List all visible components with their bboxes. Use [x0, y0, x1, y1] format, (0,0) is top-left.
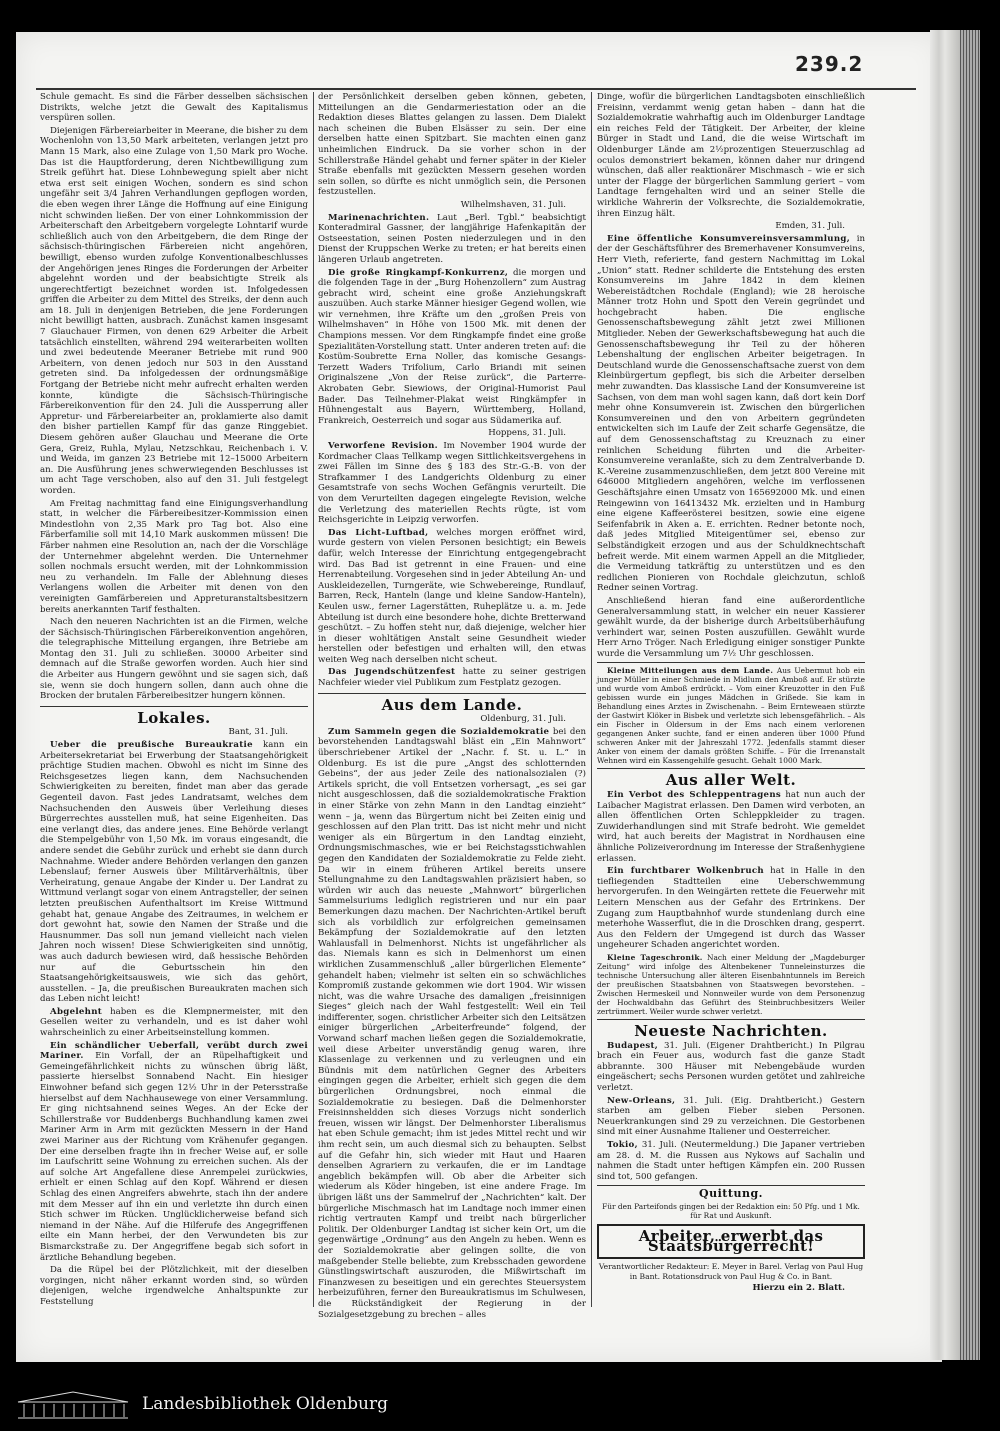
banner-box: [597, 1224, 865, 1259]
top-rule: [36, 88, 916, 90]
article-text: Aus Uebermut hob ein junger Müller in einer Schmiede in Midlum den Amboß auf. Er stürzte und wurde vom Amboß erdrückt. – Vom einer Kreuzotter in den Fuß gebissen wurde ein junges Mädchen in Grißede. Sie kam in Behandlung eines Arztes in Zwischenahn. – Beim Ernteweaen stürzte der Gastwirt Klöker in Bisbek und verletzte sich lebensgefährlich. – Als ein Fischer in Oldersum in der Ems nach einem verlorenen gegangenen Anker suchte, fand er einen anderen über 1000 Pfund schweren Anker mit der Jahreszahl 1772. Jedenfalls stammt dieser Anker von einem der damals größten Schiffe. – Für die Irrenanstalt Wehnen wird ein Kassengehilfe gesucht. Gehalt 1000 Mark.: [597, 666, 866, 766]
library-name: Landesbibliothek Oldenburg: [142, 1394, 389, 1414]
section-heading-aus-dem-lande: Aus dem Lande.: [381, 695, 523, 714]
article-text: bei den bevorstehenden Landtagswahl bläst ein „Ein Mahnwort“ überschriebener Artikel der „Nachr. f. St. u. L.“ in Oldenburg. Es ist die pure „Angst des schlotternden Gebeins“, der aus jeder Zeile des nationalsozialen (?) Artikels spricht, die voll Entsetzen vorhersagt, „es sei gar nicht ausgeschlossen, daß die sozialdemokratische Fraktion in einer Stärke von zehn Mann in den Landtag einzieht“ wenn – ja, wenn das Bürgertum nicht bei Zeiten einig und geschlossen auf den Plan tritt. Das ist nicht mehr und nicht weniger als ein Bürgertum in den Landtag einzieht, Ordnungsmischmasches, wie er bei Reichstagsstichwahlen gegen den Kandidaten der Sozialdemokratie zu Felde zieht. Da wir in einem früheren Artikel bereits unsere Stellungnahme zu den Landtagswahlen präzisiert haben, so würden wir auch das neueste „Mahnwort“ bürgerlichen Sammelsuriums lediglich registrieren und nur ein paar Bemerkungen dazu machen. Der Nachrichten-Artikel beruft sich als vorbildlich zur erfolgreichen gemeinsamen Bekämpfung der Sozialdemokratie auf den letzten Wahlausfall in Delmenhorst. Nichts ist ungefährlicher als das. Niemals kann es sich in Delmenhorst um einen wirklichen Zusammenschluß „aller bürgerlichen Elemente“ gehandelt haben; vielmehr ist selten ein so schwächliches Kompromiß zustande gekommen wie dort 1904. Wir wissen nicht, was die wahre Ursache des damaligen „freisinnigen Sieges“ gleich nach der Wahl festgestellt: Weil ein Teil indifferenter, sogen. christlicher Arbeiter sich den Leitsätzen einiger bürgerlichen „Arbeiterfreunde“ folgend, der Vorwand scharf machen ließen gegen die Sozialdemokratie, weil diese Arbeiter unverständig genug waren, ihre Klassenlage zu verkennen und zu verleugnen und ein Bündnis mit dem natürlichen Gegner des Arbeiters eingingen gegen die Arbeiter, erhielt sich gegen die dem bürgerlichen Ordnungsbrei, noch einmal die Sozialdemokratie zu besiegen. Daß die Delmenhorster Freisinnsheldden sich dieses Vorzugs nicht sonderlich freuen, wissen wir längst. Der Delmenhorster Liberalismus hat eben Schule gemacht; ihm ist jedes Mittel recht und wir ihm recht sein, um auch diesmal sich zu behaupten. Selbst auf die Gefahr hin, sich wieder mit Haut und Haaren denselben Agrariern zu verkaufen, die er im Landtage angeblich bekämpfen will. Ob aber die Arbeiter sich wiederum als Köder hingeben, ist eine andere Frage. Im übrigen läßt uns der Sammelruf der „Nachrichten“ kalt. Der bürgerliche Mischmasch hat im Landtage noch immer einen richtig vertrauten Kampf und treibt nach bürgerlicher Politik. Der Oldenburger Landtag ist sicher kein Ort, um die gegenwärtige „Ordnung“ aus den Angeln zu heben. Wenn es der Sozialdemokratie aber gelingen sollte, die von maßgebender Stelle beliebte, zum Krebsschaden gewordene Günstlingswirtschaft auszuroden, die Mißwirtschaft im Finanzwesen zu beseitigen und ein gerechtes Steuersystem herbeizuführen, ferner den Bureaukratismus im Schulwesen, die Rückständigkeit der Regierung in der Sozialgesetzgebung zu brechen – alles: [318, 726, 586, 1320]
article-text: in der der Geschäftsführer des Bremerhavener Konsumvereins, Herr Vieth, referierte, fand gestern Nachmittag im Lokal „Union“ statt. Redner schilderte die Entstehung des ersten Konsumvereins im Jahre 1842 in dem kleinen Webereistädtchen Rochdale (England); wie 28 heroische Männer trotz Hohn und Spott den Verein gegründet und hochgebracht haben. Die englische Genossenschaftsbewegung zählt jetzt zwei Millionen Mitglieder. Neben der Gewerkschaftsbewegung hat auch die Genossenschaftsbewegung ihr Teil zu der höheren Lebenshaltung der englischen Arbeiter beigetragen. In Deutschland wurde die Genossenschaftsache zuerst von dem Kleinbürgertum gepflegt, bis sich die Arbeiter derselben mehr zuwandten. Das klassische Land der Konsumvereine ist Sachsen, von dem man wohl sagen kann, daß dort kein Dorf mehr ohne Konsumverein ist. Zwischen den bürgerlichen Konsumvereinen und den von Arbeitern gegründeten entwickelten sich im Laufe der Zeit scharfe Gegensätze, die auf dem Genossenschaftstag zu Kreuznach zu einer reinlichen Scheidung führten und die Arbeiter-Konsumvereine veranlaßte, sich zu dem Zentralverbande D. K.-Vereine zusammenzuschließen, dem jetzt 800 Vereine mit 646000 Mitgliedern angehören, welche im verflossenen Geschäftsjahre einen Umsatz von 165692000 Mk. und einen Reingewinn von 16413432 Mk. erzielten und in Hamburg eine eigene Kaffeerösterei besitzen, sowie eine eigene Seifenfabrik in Aken a. E. errichten. Redner betonte noch, daß jedes Mitglied Miteigentümer sei, ebenso zur Selbständigkeit erzogen und aus der Schuldknechtschaft befreit werde. Mit einem warmen Appell an die Mitglieder, die Vermeidung tatkräftig zu unterstützen und es den redlichen Pionieren von Rochdale gleichzutun, schloß Redner seinen Vortrag.: [597, 233, 865, 594]
article-keyword: Budapest,: [607, 1040, 659, 1051]
article-keyword: Das Jugendschützenfest: [328, 667, 456, 678]
article-keyword: Ueber die preußische Bureaukratie: [50, 740, 253, 751]
column-2: [318, 92, 586, 1322]
section-rule: [40, 706, 308, 707]
dateline: Oldenburg, 31. Juli.: [480, 714, 566, 725]
section-rule: [597, 768, 865, 769]
article-text: 31. Juli. (Eigener Drahtbericht.) In Pilgrau brach ein Feuer aus, wodurch fast die ganze Stadt abbrannte. 300 Häuser mit Nebengebäude wurden eingeäschert; sechs Personen wurden getötet und zahlreiche verletzt.: [597, 1040, 865, 1093]
page-folio: 239.2: [795, 52, 864, 76]
article-text: Am Freitag nachmittag fand eine Einigungsverhandlung statt, in welcher die Färbereibesitzer-Kommission einen Mindestlohn von 2,35 Mark pro Tag bot. Also eine Färberfamilie soll mit 14,10 Mark auskommen müssen! Die Färber nahmen eine Resolution an, nach der die Vorschläge der Unternehmer abgelehnt werden. Die Unternehmer sollen nochmals ersucht werden, mit der Lohnkommission neu zu verhandeln. Im Falle der Ablehnung dieses Verlangens wollen die Arbeiter mit denen von den vereinigten Gamfärbereien und Appreturanstaltsbesitzern bereits anerkannten Tarif festhalten.: [40, 498, 308, 615]
imprint: Verantwortlicher Redakteur: E. Meyer in Barel. Verlag von Paul Hug in Bant. Rotationsdruck von Paul Hug & Co. in Bant.: [598, 1262, 864, 1281]
column-1: [40, 92, 308, 1310]
banner-slogan: Arbeiter, erwerbt das Staatsbürgerrecht!: [638, 1226, 824, 1256]
dateline: Bant, 31. Juli.: [228, 727, 288, 738]
article-text: 31. Juli. (Eig. Drahtbericht.) Gestern starben am gelben Fieber sieben Personen. Neuerkrankungen sind 29 zu verzeichnen. Die Gestorbenen sind mit einer Ausnahme Italiener und Oesterreicher.: [597, 1095, 865, 1138]
article-text: Laut „Berl. Tgbl.“ beabsichtigt Konteradmiral Gassner, der langjährige Hafenkapitän der Ostseestation, seinen Posten niederzulegen und in den Dienst der Kruppschen Werke zu treten; er hat bereits einen längeren Urlaub angetreten.: [318, 212, 586, 265]
column-separator: [313, 92, 314, 1307]
article-text: kann ein Arbeitersekretariat bei Erwerbung der Staatsangehörigkeit prächtige Studien machen. Obwohl es nicht im Sinne des Reichsgesetzes liegen kann, dem Nachsuchenden Schwierigkeiten zu bereiten, findet man aber das gerade Gegenteil davon. Fast jedes Landratsamt, welches dem Nachsuchenden den Ausweis über Verleihung dieses Bürgerrechtes ausstellen muß, hat seine Eigenheiten. Das eine verlangt dies, das andere jenes. Eine Behörde verlangt die Stempelgebühr von 1,50 Mk. im voraus eingesandt, die andere sendet die Gebühr zurück und erhebt sie dann durch Nachnahme. Wieder andere Behörden verlangen den ganzen Lebenslauf; ferner Ausweis über Militärverhältnis, über Verheiratung, genaue Angabe der Kinder u. Der Landrat zu Wittmund verlangt sogar von einem Antragsteller, der seinen letzten preußischen Aufenthaltsort im Kreise Wittmund gehabt hat, genaue Angabe des Zeitraumes, in welchem er dort gewohnt hat, sowie den Namen der Straße und die Hausnummer. Das soll nun jemand vielleicht nach vielen Jahren noch wissen! Diese Schwierigkeiten sind unnötig, was auch dadurch bewiesen wird, daß hessische Behörden nur auf die Geburtsschein hin den Staatsangehörigkeitsausweis, wie sich das gehört, ausstellen. – Ja, die preußischen Bureaukraten machen sich das Leben nicht leicht!: [40, 740, 308, 1005]
article-text: Anschließend hieran fand eine außerordentliche Generalversammlung statt, in welcher ein neuer Kassierer gewählt wurde, da der bisherige durch Arbeitsüberhäufung verhindert war, seinen Posten auszufüllen. Gewählt wurde Herr Arno Tröger. Nach Erledigung einiger sonstiger Punkte wurde die Versammlung um 7½ Uhr geschlossen.: [597, 595, 865, 659]
article-text: Ein Vorfall, der an Rüpelhaftigkeit und Gemeingefährlichkeit nichts zu wünschen übrig läßt, passierte hierselbst Sonnabend Nacht. Ein hiesiger Einwohner befand sich gegen 12½ Uhr in der Petersstraße hierselbst auf dem Nachhausewege von einer Versammlung. Er ging nichtsahnend seines Weges. An der Ecke der Schillerstraße vor Buddenbergs Buchhandlung kamen zwei Mariner Arm in Arm mit gezückten Messern in der Hand zwei Mariner aus der Richtung vom Krähenufer gegangen. Der eine derselben fragte ihn in frecher Weise auf, er solle im Laufschritt seine Wohnung zu erreichen suchen. Als der auf solche Art Angefallene diese Anrempelei zurückwies, erhielt er einen Schlag auf den Kopf. Während er diesen Schlag des einen Angreifers abwehrte, stach ihn der andere mit dem Messer auf ihn ein und verletzte ihn durch einen Stich schwer im Rücken. Unglücklicherweise befand sich niemand in der Nähe. Auf die Hilferufe des Angegriffenen eilte ein Mann herbei, der den Verwundeten bis zur Bismarckstraße zu. Der Angegriffene begab sich sofort in ärztliche Behandlung begeben.: [40, 1051, 308, 1263]
article-keyword: Die große Ringkampf-Konkurrenz,: [328, 267, 509, 278]
article-keyword: Tokio,: [607, 1139, 638, 1150]
library-footer: [0, 1376, 1000, 1431]
section-heading-neueste-nachrichten: Neueste Nachrichten.: [634, 1021, 828, 1040]
article-keyword: Verworfene Revision.: [328, 441, 438, 451]
article-text: 31. Juli. (Neutermeldung.) Die Japaner vertrieben am 28. d. M. die Russen aus Nykows auf Sachalin und nahmen die Stadt unter heftigen Kämpfen ein. 200 Russen sind tot, 500 gefangen.: [597, 1139, 865, 1182]
book-binding: [930, 30, 960, 1360]
article-keyword: Ein furchtbarer Wolkenbruch: [607, 866, 764, 877]
article-text: der Persönlichkeit derselben geben können, gebeten, Mitteilungen an die Gendarmeriestation oder an die Redaktion dieses Blattes gelangen zu lassen. Dem Dialekt nach scheinen die Buben Elsässer zu sein. Der eine derselben hatte einen Spitzbart. Sie machten einen ganz unheimlichen Eindruck. Da sie vorher schon in der Schillerstraße Händel gehabt und ferner später in der Kieler Straße ebenfalls mit gezückten Messern gesehen worden sein sollen, so dürfte es nicht unmöglich sein, die Personen festzustellen.: [318, 92, 586, 198]
article-keyword: Ein schändlicher Ueberfall, verübt durch zwei Mariner.: [40, 1040, 308, 1062]
article-keyword: Abgelehnt: [50, 1006, 103, 1017]
supplement-note: Hierzu ein 2. Blatt.: [752, 1283, 845, 1294]
article-text: Im November 1904 wurde der Kordmacher Claas Tellkamp wegen Sittlichkeitsvergehens in zwei Fällen im Sinne des § 183 des Str.-G.-B. von der Strafkammer I des Landgerichts Oldenburg zu einer Gesamtstrafe von sechs Wochen Gefängnis verurteilt. Die von dem Verurteilten dagegen eingelegte Revision, welche die Verletzung des materiellen Rechts rügte, ist vom Reichsgerichte in Leipzig verworfen.: [318, 441, 586, 526]
section-rule: [597, 1019, 865, 1020]
section-heading-aus-aller-welt: Aus aller Welt.: [665, 771, 797, 790]
article-keyword: New-Orleans,: [607, 1095, 676, 1106]
article-text: welches morgen eröffnet wird, wurde gestern von vielen Personen besichtigt; ein Beweis dafür, welch Interesse der Einrichtung entgegengebracht wird. Das Bad ist getrennt in eine Frauen- und eine Herrenabteilung. Vorgesehen sind in jeder Abteilung An- und Auskleidezellen, Turngeräte, wie Schwebereinge, Rundlauf, Barren, Reck, Hanteln (lange und kleine Sandow-Hanteln), Keulen usw., ferner Lagerstätten, Ruheplätze u. a. m. Jede Abteilung ist durch eine besondere hohe, dichte Bretterwand geschützt. – Zu hoffen steht nur, daß diejenige, welcher hier in dieser wohltätigen Anstalt seine Gesundheit wieder herstellen oder befestigen und erhalten will, den etwas weiten Weg nach derselben nicht scheut.: [318, 527, 586, 665]
section-heading-lokales: Lokales.: [137, 708, 211, 727]
article-text: Schule gemacht. Es sind die Färber desselben sächsischen Distrikts, welche jetzt die Gewalt des Kapitalismus verspüren sollen.: [40, 92, 308, 124]
article-text: Da die Rüpel bei der Plötzlichkeit, mit der dieselben vorgingen, nicht näher erkannt worden sind, so würden diejenigen, welche irgendwelche Anhaltspunkte zur Feststellung: [40, 1265, 308, 1307]
article-keyword: Zum Sammeln gegen die Sozialdemokratie: [328, 726, 550, 737]
column-separator: [591, 92, 592, 1307]
article-keyword: Marinenachrichten.: [328, 212, 430, 223]
article-text: Dinge, wofür die bürgerlichen Landtagsboten einschließlich Freisinn, verdammt wenig getan haben – dann hat die Sozialdemokratie wahrhaftig auch im Oldenburger Landtage ein reiches Feld der Tätigkeit. Der Arbeiter, der kleine Bürger in Stadt und Land, die die weise Wirtschaft im Oldenburger Lände am 2½prozentigen Steuerzuschlag ad oculos demonstriert bekamen, können daher nur dringend wünschen, daß aller reaktionärer Mischmasch – wie er sich unter der Flagge der bürgerlichen Sammlung geriert – vom Landtage ferngehalten wird und an seiner Stelle die wirkliche Wahrerin der Volksrechte, die Sozialdemokratie, ihren Einzug hält.: [597, 92, 865, 219]
article-text: die morgen und die folgenden Tage in der „Burg Hohenzollern“ zum Austrag gebracht wird, scheint eine große Anziehungskraft auszuüben. Auch starke Männer hiesiger Gegend wollen, wie wir vernehmen, ihre Kräfte um den „großen Preis von Wilhelmshaven“ in Höhe von 1500 Mk. mit denen der Champions messen. Vor dem Ringkampfe findet eine große Spezialitäten-Vorstellung statt. Unter anderen treten auf: die Kostüm-Soubrette Erna Noller, das komische Gesangs-Terzett Waders Trifolium, Carlo Briandi mit seinen Originalszene „Von der Reise zurück“, die Parterre-Akrobaten Gebr. Siewiows, der Original-Humorist Paul Bader. Das Teilnehmer-Plakat weist Ringkämpfer in Hühnengestalt aus Bayern, Württemberg, Holland, Frankreich, Oesterreich und sogar aus Südamerika auf.: [318, 267, 586, 426]
article-keyword: Eine öffentliche Konsumvereinsversammlung,: [607, 233, 850, 244]
section-heading-quittung: Quittung.: [699, 1187, 763, 1201]
column-3: [597, 92, 865, 1296]
article-text: Nach den neueren Nachrichten ist an die Firmen, welche der Sächsisch-Thüringischen Färbereikonvention angehören, die telegraphische Mitteilung ergangen, ihre Betriebe am Montag den 31. Juli zu schließen. 30000 Arbeiter sind demnach auf die Straße geworfen worden. Auch hier sind die Arbeiter aus Hungern gewöhnt und sie sagen sich, daß sie, wenn sie doch hungern sollen, dann auch ohne die Brocken der brutalen Färbereibesitzer hungern können.: [40, 617, 308, 702]
section-rule: [597, 662, 865, 663]
section-rule: [597, 1185, 865, 1186]
article-text: Diejenigen Färbereiarbeiter in Meerane, die bisher zu dem Wochenlohn von 13,50 Mark arbeiteten, verlangen jetzt pro Mann 15 Mark, also eine Zulage von 1,50 Mark pro Woche. Das ist die Hauptforderung, deren Nichtbewilligung zum Streik geführt hat. Diese Lohnbewegung spielt aber nicht etwa erst seit einigen Wochen, sondern es sind schon ungefähr seit 3/4 Jahren Verhandlungen gepflogen worden, die eben wegen ihrer Länge die Hoffnung auf eine Einigung nicht schwinden ließen. Der von einer Lohnkommission der Arbeiterschaft den Arbeitgebern vorgelegte Lohntarif wurde schließlich auch von den Arbeitgebern, die dem Ringe der sächsisch-thüringischen Färbereien nicht angehören, bewilligt, ebenso wurden zufolge Konventionalbeschlusses der Angehörigen jenes Ringes die Forderungen der Arbeiter abgelehnt worden und der beabsichtigte Streik als ungerechtfertigt bezeichnet worden ist. Infolgedessen griffen die Arbeiter zu dem Mittel des Streiks, der denn auch am 18. Juli in denjenigen Betrieben, die jene Forderungen nicht bewilligt hatten, ausbrach. Zunächst kamen insgesamt 7 Glauchauer Firmen, von denen 629 Arbeiter die Arbeit tatsächlich einstellten, während 294 weiterarbeiten wollten und zwei bedeutende Meeraner Betriebe mit rund 900 Arbeitern, von denen jedoch nur 503 in den Ausstand getreten sind. Da infolgedessen der ordnungsmäßige Fortgang der Betriebe nicht mehr aufrecht erhalten werden konnte, kündigte die Sächsisch-Thüringische Färbereikonvention für den 24. Juli die Aussperrung aller Appretur- und Färbereiarbeiter an, proklamierte also damit den bisher partiellen Kampf für das ganze Ringgebiet. Diesem gehören außer Glauchau und Meerane die Orte Gera, Greiz, Ruhla, Mylau, Netzschkau, Reichenbach i. V. und Weida, im ganzen 23 Betriebe mit 12–15000 Arbeitern an. Die Ausführung jenes schwerwiegenden Beschlusses ist um acht Tage verschoben, also auf den 31. Juli festgelegt worden.: [40, 125, 308, 496]
article-text: hat nun auch der Laibacher Magistrat erlassen. Den Damen wird verboten, an allen öffentlichen Orten Schleppkleider zu tragen. Zuwiderhandlungen sind mit Strafe bedroht. Wie gemeldet wird, hat auch bereits der Magistrat in Nordhausen eine ähnliche Polizeiverordnung im Interesse der Straßenhygiene erlassen.: [597, 790, 865, 864]
article-text: haben es die Klempnermeister, mit den Gesellen weiter zu verhandeln, und es ist daher wohl wahrscheinlich zu einer Arbeitseinstellung kommen.: [40, 1006, 308, 1039]
article-text: Nach einer Meldung der „Magdeburger Zeitung“ wird infolge des Altenbekener Tunneleinsturzes die technische Untersuchung aller älteren Eisenbahntunnels im Bereich der preußischen Staatsbahnen von Staatswegen bevorstehen. – Zwischen Hermeskeil und Nonnweiler wurde von dem Personenzug der Hochwaldbahn das Geführt des Steinbruchbesitzers Weiler zertrümmert. Weiler wurde schwer verletzt.: [597, 952, 865, 1016]
dateline: Emden, 31. Juli.: [775, 221, 845, 232]
article-keyword: Ein Verbot des Schleppentragens: [607, 790, 781, 801]
article-text: hatte zu seiner gestrigen Nachfeier wieder viel Publikum zum Festplatz gezogen.: [318, 667, 586, 689]
article-keyword: Kleine Mitteilungen aus dem Lande.: [607, 666, 774, 676]
article-keyword: Das Licht-Luftbad,: [328, 527, 429, 538]
article-text: Für den Parteifonds gingen bei der Redaktion ein: 50 Pfg. und 1 Mk. für Rat und Auskunft.: [602, 1201, 860, 1220]
article-keyword: Kleine Tageschronik.: [607, 952, 703, 962]
library-building-icon: [14, 1390, 132, 1420]
dateline: Hoppens, 31. Juli.: [488, 428, 566, 439]
article-text: hat in Halle in den tiefliegenden Stadtteilen eine Ueberschwemmung hervorgerufen. In den Weingärten rettete die Feuerwehr mit Leitern Menschen aus der Gefahr des Ertrinkens. Der Zugang zum Hauptbahnhof wurde stundenlang durch eine meterhohe Wasserflut, die in die Droschken drang, gesperrt. Aus den Feldern der Umgegend ist durch das Wasser ungeheurer Schaden angerichtet worden.: [597, 866, 865, 951]
section-rule: [318, 693, 586, 694]
book-edge: [960, 30, 980, 1360]
dateline: Wilhelmshaven, 31. Juli.: [460, 199, 566, 210]
